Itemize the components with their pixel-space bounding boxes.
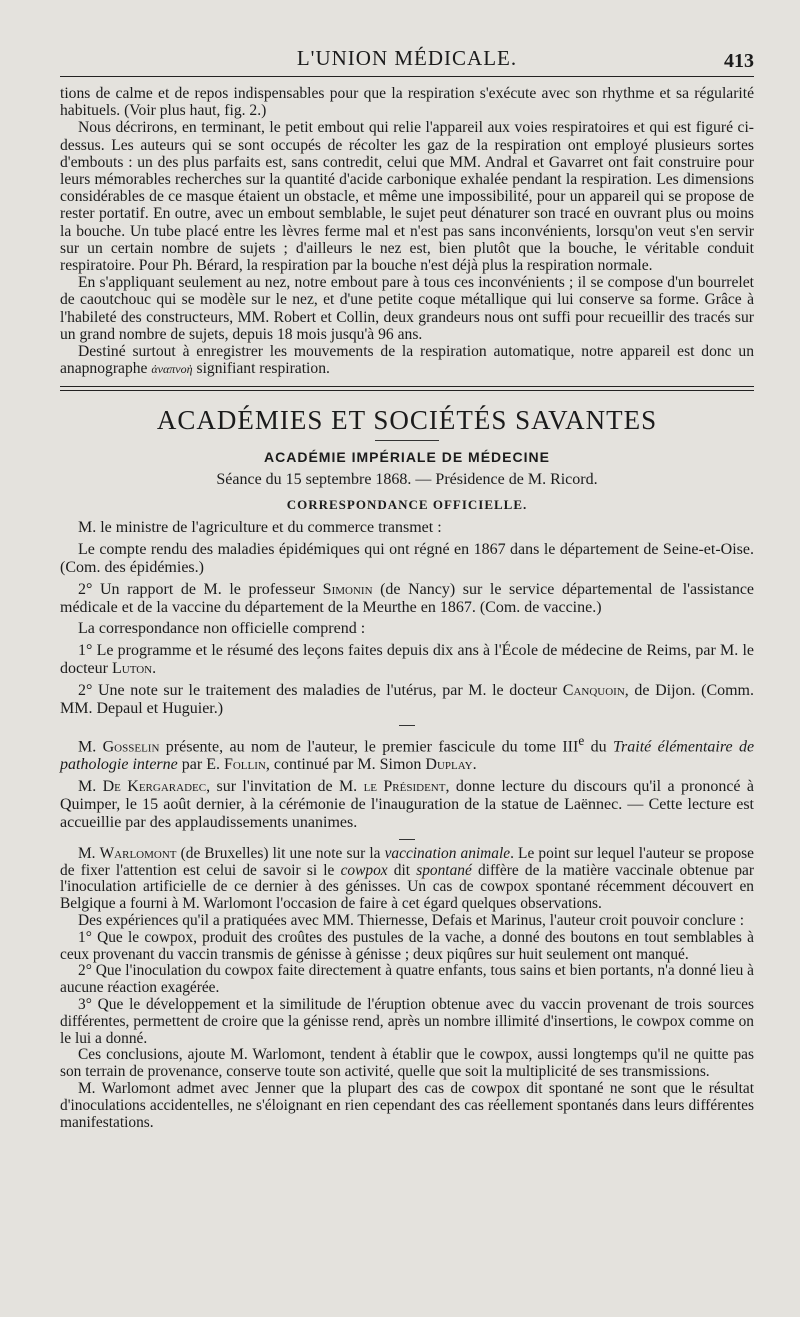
paragraph: tions de calme et de repos indispensables pour que la respiration s'exécute avec son rhythme et sa régularité habituels. (Voir plus haut, fig. 2.) — [60, 85, 754, 120]
text: , donne lecture du discours qu'il a prononcé à Quimper, le 15 août dernier, à la cérémonie de l'inauguration de la statue de Laënnec. — Cette lecture est accueillie par des applaudissements unanimes. — [60, 777, 755, 832]
paragraph — [60, 778, 754, 833]
academy-heading: ACADÉMIE IMPÉRIALE DE MÉDECINE — [264, 449, 550, 466]
text: 1° Le programme et le résumé des leçons faites depuis dix ans à l'École de médecine de Reims, par M. le docteur — [60, 641, 754, 678]
correspondence-heading: CORRESPONDANCE OFFICIELLE. — [286, 497, 528, 513]
person-name: Gosselin — [102, 737, 160, 755]
running-header — [60, 42, 754, 76]
text: (de Bruxelles) lit une note sur la — [180, 844, 381, 862]
seance-line: Séance du 15 septembre 1868. — Présidence de M. Ricord. — [216, 471, 598, 489]
warlomont-note — [60, 846, 754, 1132]
journal-title: L'UNION MÉDICALE. — [296, 46, 518, 70]
text: . — [472, 756, 477, 774]
person-name: le Président — [363, 777, 446, 795]
text: signifiant respiration. — [196, 360, 330, 378]
person-name: De Kergaradec — [102, 777, 207, 795]
paragraph: La correspondance non officielle comprend : — [78, 620, 366, 638]
italic-term: cowpox — [340, 861, 388, 879]
paragraph: 2° Que l'inoculation du cowpox faite directement à quatre enfants, tous sains et bien portants, n'a donné lieu à aucune réaction exagérée. — [60, 962, 754, 997]
paragraph: Des expériences qu'il a pratiquées avec MM. Thiernesse, Defais et Marinus, l'auteur croit pouvoir conclure : — [78, 912, 744, 930]
article-continuation — [60, 85, 754, 378]
text: diffère de la matière vaccinale obtenue par l'inoculation artificielle de ce dernier à des génisses. Un cas de cowpox spontané récemment découvert en Belgique a fourni à M. Warlomont l'occasion de faire à cet égard quelques observations. — [60, 861, 755, 913]
paragraph: Ces conclusions, ajoute M. Warlomont, tendent à établir que le cowpox, aussi longtemps qu'il ne quitte pas son terrain de provenance, conserve toute son activité, quelle que soit la multiplicité de ses transmissions. — [60, 1046, 754, 1081]
text: , continué par M. Simon — [265, 756, 422, 774]
paragraph — [60, 846, 754, 913]
paragraph: En s'appliquant seulement au nez, notre embout pare à tous ces inconvénients ; il se compose d'un bourrelet de caoutchouc qui se modèle sur le nez, et d'une petite coque métallique qui lui conserve sa forme. Grâce à l'habileté des constructeurs, MM. Robert et Collin, deux grandeurs nous ont suffi pour recueillir des tracés sur un grand nombre de sujets, depuis 18 mois jusqu'à 96 ans. — [60, 274, 754, 343]
person-name: Canquoin — [562, 681, 625, 699]
text: 2° Un rapport de M. le professeur — [78, 580, 316, 598]
paragraph: 3° Que le développement et la similitude de l'éruption obtenue avec du vaccin provenant de trois sources différentes, permettent de croire que la génisse rend, après un nombre illimité d'insertions, le cowpox comme on le lui a donné. — [60, 996, 754, 1047]
paragraph — [60, 642, 754, 679]
title-rule — [375, 440, 439, 441]
separator — [399, 839, 415, 840]
person-name: Warlomont — [99, 844, 177, 862]
paragraph: M. Warlomont admet avec Jenner que la plupart des cas de cowpox dit spontané ne sont que le résultat d'inoculations accidentelles, ne s'éloignant en rien cependant des cas réellement spontanés dans leurs différentes manifestations. — [60, 1080, 754, 1131]
text: dit — [393, 861, 411, 879]
paragraph: Nous décrirons, en terminant, le petit embout qui relie l'appareil aux voies respiratoires et qui est figuré ci-dessus. Les auteurs qui se sont occupés de récolter les gaz de la respiration ont employé plusieurs sortes d'embouts : un des plus parfaits est, sans contredit, celui que MM. Andral et Gavarret ont fait construire pour leurs mémorables recherches sur la quantité d'acide carbonique exhalée pendant la respiration. Les dimensions considérables de ce masque étaient un obstacle, et même une impossibilité, pour un appareil qui se propose de rester portatif. En outre, avec un embout semblable, le sujet peut dénaturer son tracé en ouvrant plus ou moins la bouche. Un tube placé entre les lèvres ferme mal et n'est pas sans inconvénients, lorsqu'on veut s'en servir sur un certain nombre de sujets ; d'ailleurs le nez est, bien plutôt que la bouche, le véritable conduit respiratoire. Pour Ph. Bérard, la respiration par la bouche n'est déjà plus la respiration normale. — [60, 119, 754, 275]
paragraph: 1° Que le cowpox, produit des croûtes des pustules de la vache, a donné des boutons en tout semblables à ceux provenant du vaccin transmis de génisse à génisse ; deux piqûres sur huit seulement ont manqué. — [60, 928, 754, 963]
paragraph: Le compte rendu des maladies épidémiques qui ont régné en 1867 dans le département de Seine-et-Oise. (Com. des épidémies.) — [60, 540, 754, 577]
paragraph — [60, 732, 754, 775]
greek-word: ἀναπνοὴ — [151, 362, 193, 377]
italic-term: vaccination animale — [384, 844, 511, 862]
text: , de Dijon. (Comm. MM. Depaul et Huguier.) — [60, 681, 754, 718]
text: . Le point sur lequel l'auteur se propose de fixer l'attention est celui de savoir si le — [60, 844, 754, 879]
text: du — [590, 737, 607, 755]
text: Destiné surtout à enregistrer les mouvements de la respiration automatique, notre appareil est donc un anapnographe — [60, 343, 754, 378]
section-divider — [60, 386, 754, 391]
text: 2° Une note sur le traitement des maladies de l'utérus, par M. le docteur — [78, 681, 558, 699]
separator — [399, 725, 415, 726]
person-name: Luton — [111, 660, 153, 678]
paragraph — [60, 343, 754, 378]
text: par E. — [181, 756, 220, 774]
superscript: e — [578, 732, 585, 748]
person-name: Follin — [223, 756, 266, 774]
header-rule — [60, 76, 754, 77]
academy-report — [60, 519, 754, 839]
person-name: Duplay — [425, 756, 473, 774]
text: . — [152, 660, 157, 678]
text: M. — [78, 777, 97, 795]
text: présente, au nom de l'auteur, le premier fascicule du tome III — [165, 737, 579, 755]
book-title: Traité élémentaire de pathologie interne — [60, 737, 755, 774]
text: (de Nancy) sur le service départemental de l'assistance médicale et de la vaccine du département de la Meurthe en 1867. (Com. de vaccine.) — [60, 580, 755, 617]
section-title: ACADÉMIES ET SOCIÉTÉS SAVANTES — [156, 405, 658, 436]
text: M. — [78, 844, 96, 862]
italic-term: spontané — [416, 861, 472, 879]
text: , sur l'invitation de M. — [206, 777, 358, 795]
paragraph — [60, 581, 754, 618]
text: M. — [78, 737, 97, 755]
paragraph: M. le ministre de l'agriculture et du commerce transmet : — [78, 519, 442, 537]
page-number: 413 — [724, 50, 754, 72]
person-name: Simonin — [322, 580, 373, 598]
paragraph — [60, 682, 754, 719]
